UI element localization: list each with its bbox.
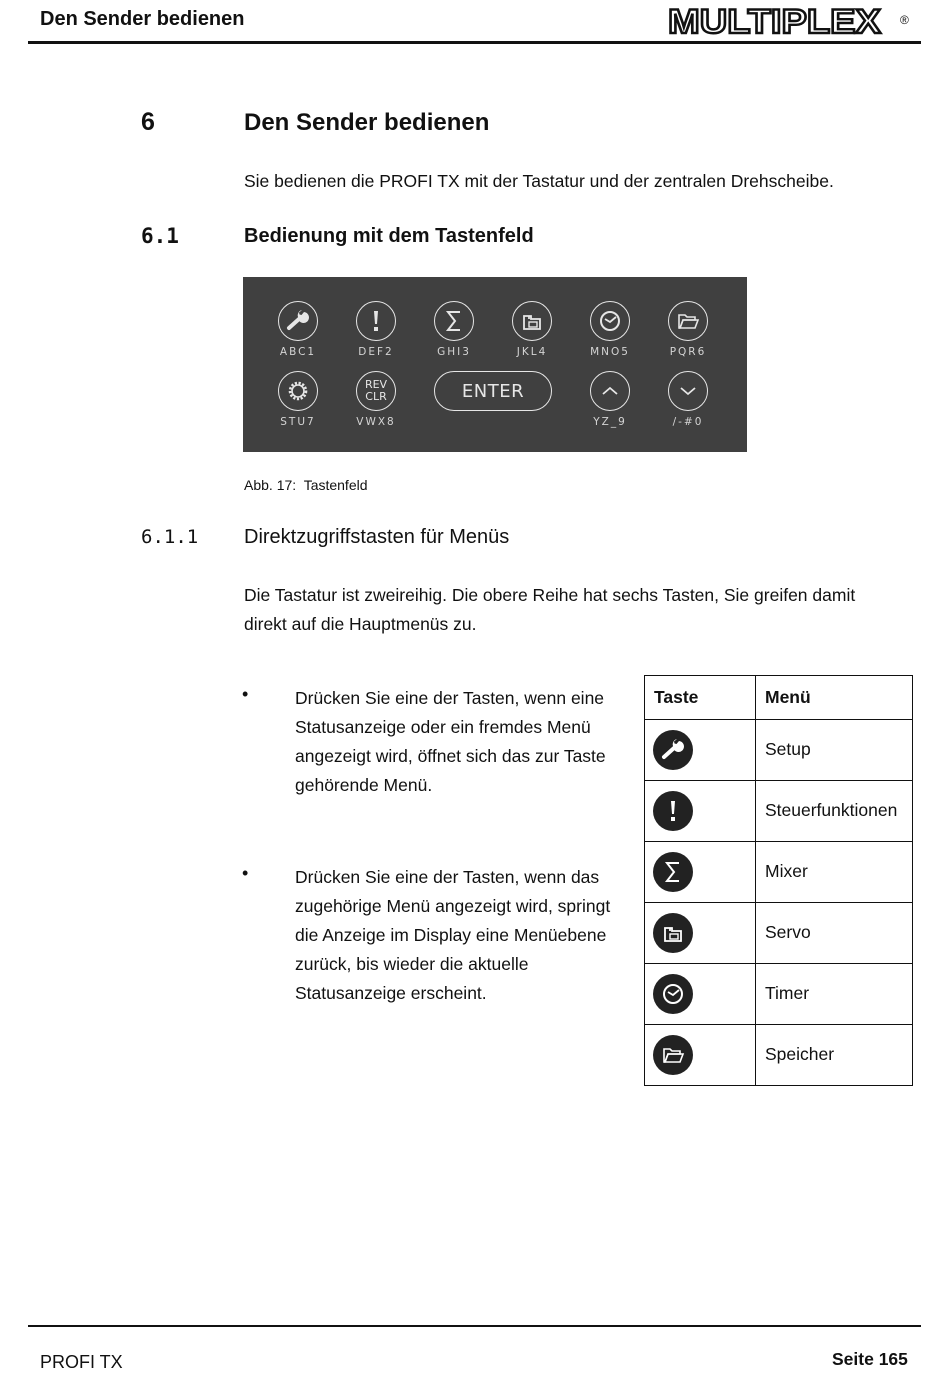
chevron-down-icon [668, 371, 708, 411]
key-label: JKL4 [516, 346, 548, 358]
key-label: MNO5 [590, 346, 630, 358]
table-row [645, 842, 913, 903]
menu-name: Setup [756, 720, 913, 781]
key-label: /-#0 [672, 416, 704, 428]
header-title: Den Sender bedienen [40, 8, 245, 30]
footer-rule [28, 1325, 921, 1327]
key-label: VWX8 [356, 416, 396, 428]
bullet-line: Statusanzeige oder ein fremdes Menü [295, 717, 591, 737]
section-intro: Sie bedienen die PROFI TX mit der Tastatur und der zentralen Drehscheibe. [244, 171, 834, 191]
registered-mark: ® [900, 13, 909, 27]
section-number: 6 [141, 108, 155, 136]
table-row [645, 964, 913, 1025]
subsubsection-number: 6.1.1 [141, 526, 199, 548]
header-rule [28, 41, 921, 44]
bullet-line: die Anzeige im Display eine Menüebene [295, 925, 607, 945]
servo-folder-icon [512, 301, 552, 341]
open-folder-icon [668, 301, 708, 341]
key-label: DEF2 [358, 346, 394, 358]
figure-caption [244, 477, 368, 493]
key-label: YZ_9 [593, 416, 627, 428]
wrench-icon [278, 301, 318, 341]
logo-text: MULTIPLEX [668, 3, 881, 41]
table-row [645, 781, 913, 842]
bullet-text [295, 684, 606, 800]
table-row [645, 1025, 913, 1086]
caption-prefix: Abb. 17: [244, 477, 297, 493]
column-header-menu: Menü [756, 676, 913, 720]
bullet-line: Statusanzeige erscheint. [295, 983, 487, 1003]
body-paragraph [244, 581, 855, 639]
clock-icon [590, 301, 630, 341]
footer-product: PROFI TX [40, 1352, 123, 1372]
menu-name: Timer [756, 964, 913, 1025]
bullet-line: angezeigt wird, öffnet sich das zur Taste [295, 746, 606, 766]
menu-name: Mixer [756, 842, 913, 903]
gear-icon [278, 371, 318, 411]
table-row [645, 903, 913, 964]
bullet-symbol: • [242, 684, 249, 704]
column-header-taste: Taste [645, 676, 756, 720]
clr-text: CLR [365, 390, 387, 403]
servo-folder-icon [653, 913, 693, 953]
exclamation-icon [356, 301, 396, 341]
subsubsection-title: Direktzugriffstasten für Menüs [244, 526, 510, 548]
multiplex-logo [668, 2, 909, 42]
body-line: direkt auf die Hauptmenüs zu. [244, 614, 477, 634]
enter-key: ENTER [434, 371, 552, 411]
sigma-icon [434, 301, 474, 341]
rev-clr-icon [356, 371, 396, 411]
page-number: Seite 165 [832, 1349, 908, 1369]
key-label: GHI3 [437, 346, 471, 358]
key-label: PQR6 [669, 346, 707, 358]
body-line: Die Tastatur ist zweireihig. Die obere Reihe hat sechs Tasten, Sie greifen damit [244, 585, 856, 605]
subsection-number: 6.1 [141, 224, 179, 248]
section-title: Den Sender bedienen [244, 109, 490, 136]
bullet-line: zurück, bis wieder die aktuelle [295, 954, 529, 974]
clock-icon [653, 974, 693, 1014]
sigma-icon [653, 852, 693, 892]
subsection-title: Bedienung mit dem Tastenfeld [244, 225, 534, 247]
menu-table [644, 675, 913, 1086]
wrench-icon [653, 730, 693, 770]
bullet-symbol: • [242, 863, 249, 883]
menu-name: Speicher [756, 1025, 913, 1086]
open-folder-icon [653, 1035, 693, 1075]
bullet-line: Drücken Sie eine der Tasten, wenn eine [295, 688, 605, 708]
keypad-image [243, 277, 747, 452]
table-row [645, 720, 913, 781]
bullet-line: gehörende Menü. [295, 775, 433, 795]
bullet-line: Drücken Sie eine der Tasten, wenn das [295, 867, 600, 887]
caption-text: Tastenfeld [303, 477, 368, 493]
rev-text: REV [364, 378, 388, 391]
table-header-row [645, 676, 913, 720]
bullet-line: zugehörige Menü angezeigt wird, springt [295, 896, 611, 916]
key-label: STU7 [280, 416, 316, 428]
key-label: ABC1 [279, 346, 317, 358]
chevron-up-icon [590, 371, 630, 411]
menu-name: Servo [756, 903, 913, 964]
exclamation-icon [653, 791, 693, 831]
menu-name: Steuerfunktionen [756, 781, 913, 842]
bullet-text [295, 863, 610, 1008]
